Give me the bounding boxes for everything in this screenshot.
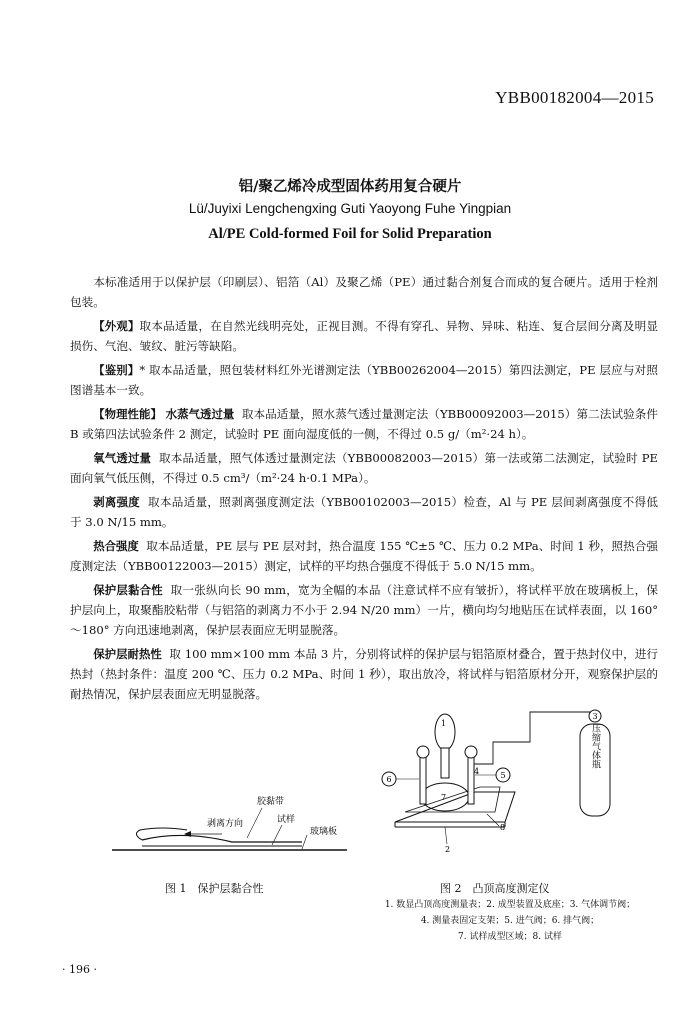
- title-pinyin: Lü/Juyixi Lengchengxing Guti Yaoyong Fuhe Yingpian: [188, 201, 512, 216]
- figure-1-diagram: [112, 790, 352, 870]
- base-platform: [395, 792, 515, 822]
- page-number: · 196 ·: [62, 963, 97, 976]
- document-code: YBB00182004—2015: [495, 88, 654, 107]
- right-post-top: [465, 746, 477, 758]
- peel-text: 取本品适量，照剥离强度测定法（YBB00102003—2015）检查，Al 与 PE 层间剥离强度不得低于 3.0 N/15 mm。: [70, 495, 658, 529]
- num-1: 1: [441, 719, 447, 728]
- figure-2-legend: [355, 897, 665, 945]
- left-post-top: [417, 746, 429, 758]
- otr-text: 取本品适量，照气体透过量测定法（YBB00082003—2015）第一法或第二法测定，试验时 PE 面向氧气低压侧，不得过 0.5 cm³/（m²·24 h·0.1 MPa）。: [70, 451, 658, 485]
- wvtr-text: 取本品适量，照水蒸气透过量测定法（YBB00092003—2015）第二法试验条件 B 或第四法试验条件 2 测定，试验时 PE 面向湿度低的一侧，不得过 0.5 g/（m²·24 h）。: [70, 407, 658, 441]
- protect-adhesion-paragraph: [70, 580, 658, 640]
- protect-heat-label: 保护层耐热性: [93, 647, 162, 661]
- appearance-text: 取本品适量，在自然光线明亮处，正视目测。不得有穿孔、异物、异味、粘连、复合层间分离及明显损伤、气泡、皱纹、脏污等缺陷。: [70, 319, 658, 353]
- heatseal-label: 热合强度: [93, 539, 139, 553]
- tape-curl-path: [136, 828, 187, 840]
- left-post: [420, 754, 426, 804]
- appearance-label: 【外观】: [93, 319, 140, 333]
- legend-line: 7. 试样成型区域；8. 试样: [458, 932, 562, 942]
- otr-label: 氧气透过量: [93, 451, 152, 465]
- peel-paragraph: [70, 492, 658, 532]
- wvtr-paragraph: [70, 404, 658, 444]
- title-english: Al/PE Cold-formed Foil for Solid Preparation: [208, 226, 492, 242]
- label-tape: 胶黏带: [257, 797, 285, 807]
- protect-heat-text: 取 100 mm×100 mm 本品 3 片，分别将试样的保护层与铝箔原材叠合，置于热封仪中，进行热封（热封条件：温度 200 ℃、压力 0.2 MPa、时间 1 秒），取出放冷，将试样与铝箔原材分开，观察保护层的耐热情况，保护层表面应无明显脱落。: [70, 647, 658, 701]
- figure-1-caption: 图 1 保护层黏合性: [165, 882, 264, 895]
- label-glass: 玻璃板: [310, 827, 338, 837]
- num-8: 8: [500, 823, 506, 832]
- num-5: 5: [500, 771, 506, 780]
- identification-text: * 取本品适量，照包装材料红外光谱测定法（YBB00262004—2015）第四法测定，PE 层应与对照图谱基本一致。: [70, 363, 658, 397]
- num-6: 6: [386, 775, 392, 784]
- wvtr-label: 水蒸气透过量: [165, 407, 235, 421]
- protect-adhesion-text: 取一张纵向长 90 mm，宽为全幅的本品（注意试样不应有皱折），将试样平放在玻璃板上，保护层向上，取聚酯胶粘带（与铝箔的剥离力不小于 2.94 N/20 mm）一片，横向均匀地贴压在试样表面，以 160°～180° 方向迅速地剥离，保护层表面应无明显脱落。: [70, 583, 658, 637]
- num-7: 7: [441, 793, 447, 802]
- heatseal-text: 取本品适量，PE 层与 PE 层对封，热合温度 155 ℃±5 ℃、压力 0.2 MPa、时间 1 秒，照热合强度测定法（YBB00122003—2015）测定，试样的平均热合强度不得低于 5.0 N/15 mm。: [70, 539, 658, 573]
- callout-2-leader: [445, 827, 447, 844]
- callout-8-leader: [487, 814, 499, 826]
- legend-line: 4. 测量表固定支架；5. 进气阀；6. 排气阀；: [420, 916, 600, 926]
- physical-label: 【物理性能】: [93, 407, 162, 421]
- tape-peeled-path: [142, 835, 302, 842]
- tape-leader: [247, 808, 262, 838]
- appearance-paragraph: [70, 316, 658, 356]
- protect-adhesion-label: 保护层黏合性: [93, 583, 163, 597]
- heatseal-paragraph: [70, 536, 658, 576]
- label-sample: 试样: [277, 815, 296, 825]
- gas-bottle-label: 压缩气体瓶: [590, 723, 600, 769]
- body-text: [70, 272, 658, 708]
- identification-label: 【鉴别】: [93, 363, 140, 377]
- base-platform-back: [405, 787, 500, 812]
- title-chinese: 铝/聚乙烯冷成型固体药用复合硬片: [238, 179, 462, 195]
- legend-line: 1. 数显凸顶高度测量表；2. 成型装置及底座；3. 气体调节阀；: [384, 900, 636, 910]
- glass-leader: [302, 835, 307, 849]
- gauge-stem: [441, 748, 449, 778]
- figure-2-diagram: [375, 702, 635, 862]
- num-4: 4: [474, 767, 480, 776]
- identification-paragraph: [70, 360, 658, 400]
- intro-paragraph: 本标准适用于以保护层（印刷层）、铝箔（Al）及聚乙烯（PE）通过黏合剂复合而成的复合硬片。适用于栓剂包装。: [70, 275, 658, 309]
- num-3: 3: [592, 712, 598, 721]
- num-2: 2: [445, 845, 451, 854]
- peel-label: 剥离强度: [93, 495, 140, 509]
- figure-2-caption: 图 2 凸顶高度测定仪: [440, 882, 550, 895]
- otr-paragraph: [70, 448, 658, 488]
- label-peel-direction: 剥离方向: [207, 819, 244, 829]
- protect-heat-paragraph: [70, 644, 658, 704]
- right-post: [468, 754, 474, 804]
